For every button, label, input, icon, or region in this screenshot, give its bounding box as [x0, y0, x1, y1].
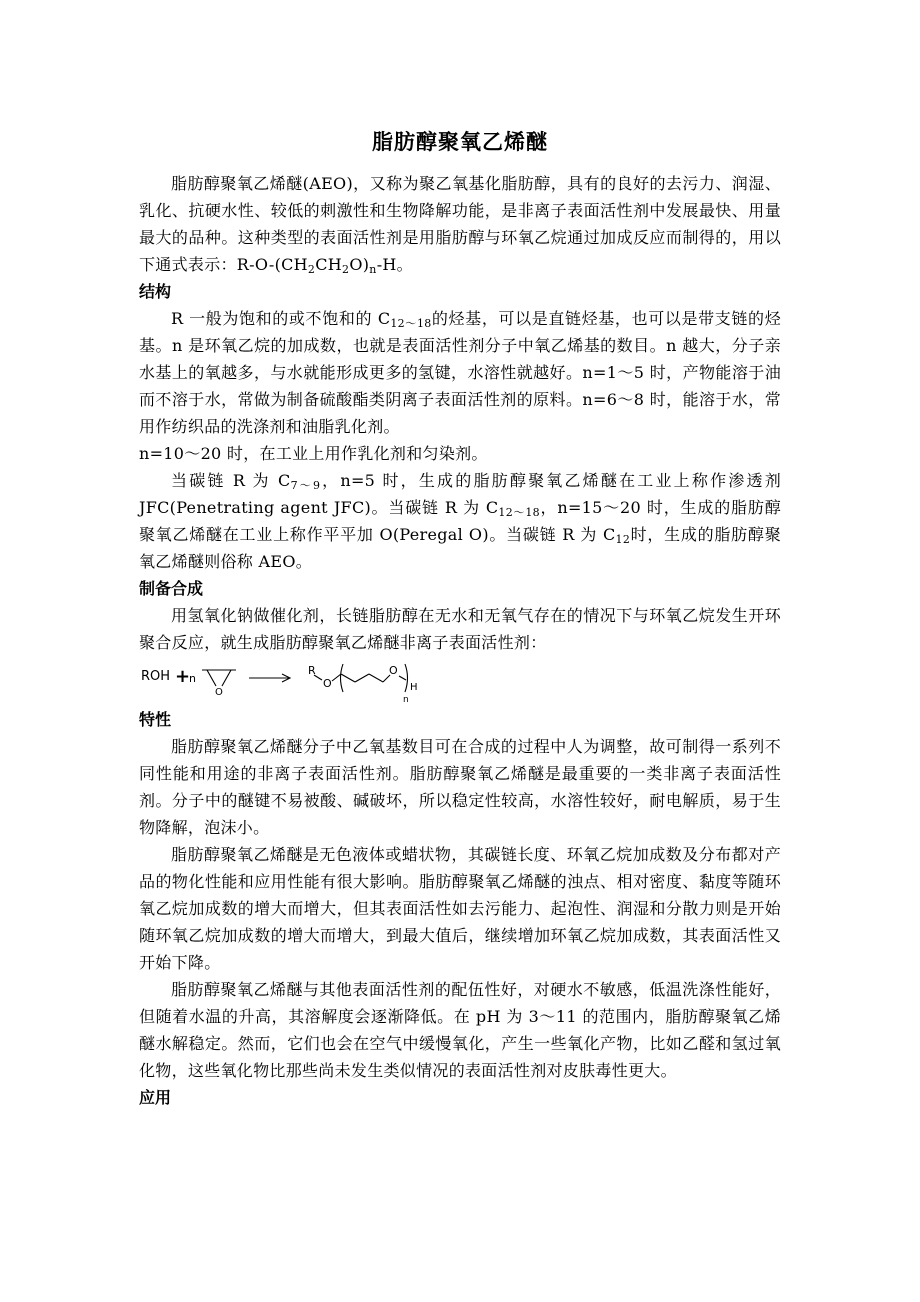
- bond-c-c-2: [355, 674, 369, 682]
- reaction-arrow: [249, 674, 290, 682]
- structure-paragraph-1: R 一般为饱和的或不饱和的 $C_{12\sim 18}$的烃基，可以是直链烃基，也可以是带支链的烃基。n 是环氧乙烷的加成数，也就是表面活性剂分子中氧乙烯基的数目。n 越大，分子亲水基上的氧越多，与水就能形成更多的氢键，水溶性就越好。n=1～5 时，产物能溶于油而不溶于水，常做为制备硫酸酯类阴离子表面活性剂的原料。n=6～8 时，能溶于水，常用作纺织品的洗涤剂和油脂乳化剂。: [139, 309, 781, 436]
- coefficient-n: n: [189, 672, 196, 685]
- repeat-subscript-n: n: [403, 695, 409, 704]
- section-heading-synthesis: 制备合成: [139, 579, 204, 598]
- structure-paragraph-2: 当碳链 R 为 $C_{7\sim 9}$，n=5 时，生成的脂肪醇聚氧乙烯醚在工业上称作渗透剂 JFC(Penetrating agent JFC)。当碳链 R 为 $C_{12\sim 18}$，n=15～20 时，生成的脂肪醇聚氧乙烯醚在工业上称作平平加 O(Peregal O)。当碳链 R 为 $C_{12}$时，生成的脂肪醇聚氧乙烯醚则俗称 AEO。: [139, 471, 781, 571]
- bracket-left: [341, 664, 344, 692]
- document-title: 脂肪醇聚氧乙烯醚: [372, 130, 548, 154]
- epoxide-ring: [202, 670, 236, 686]
- epoxide-bond-right: [222, 670, 231, 686]
- section-heading-structure: 结构: [139, 282, 172, 301]
- epoxide-oxygen: O: [215, 687, 223, 698]
- reaction-diagram: [139, 660, 439, 704]
- bracket-right: [405, 664, 408, 692]
- bond-r-o: [314, 675, 322, 680]
- product-hydrogen: H: [410, 682, 418, 693]
- properties-paragraph-1: 脂肪醇聚氧乙烯醚分子中乙氧基数目可在合成的过程中人为调整，故可制得一系列不同性能和用途的非离子表面活性剂。脂肪醇聚氧乙烯醚是最重要的一类非离子表面活性剂。分子中的醚键不易被酸、碱破坏，所以稳定性较高，水溶性较好，耐电解质，易于生物降解，泡沫小。: [139, 737, 781, 837]
- synthesis-paragraph: 用氢氧化钠做催化剂，长链脂肪醇在无水和无氧气存在的情况下与环氧乙烷发生开环聚合反应，就生成脂肪醇聚氧乙烯醚非离子表面活性剂：: [139, 606, 781, 652]
- plus-sign: +: [175, 666, 191, 687]
- intro-paragraph: 脂肪醇聚氧乙烯醚(AEO)，又称为聚乙氧基化脂肪醇，具有的良好的去污力、润湿、乳化、抗硬水性、较低的刺激性和生物降解功能，是非离子表面活性剂中发展最快、用量最大的品种。这种类型的表面活性剂是用脂肪醇与环氧乙烷通过加成反应而制得的，用以下通式表示：$R-O-(CH_2CH_2O)_n-H$。: [139, 174, 781, 276]
- properties-paragraph-2: 脂肪醇聚氧乙烯醚是无色液体或蜡状物，其碳链长度、环氧乙烷加成数及分布都对产品的物化性能和应用性能有很大影响。脂肪醇聚氧乙烯醚的浊点、相对密度、黏度等随环氧乙烷加成数的增大而增大，但其表面活性如去污能力、起泡性、润湿和分散力则是开始随环氧乙烷加成数的增大而增大，到最大值后，继续增加环氧乙烷加成数，其表面活性又开始下降。: [139, 845, 781, 972]
- reaction-scheme: [139, 660, 781, 704]
- section-heading-application: 应用: [139, 1088, 172, 1107]
- bond-c-c-3: [369, 674, 383, 682]
- properties-paragraph-3: 脂肪醇聚氧乙烯醚与其他表面活性剂的配伍性好，对硬水不敏感，低温洗涤性能好，但随着水温的升高，其溶解度会逐渐降低。在 pH 为 3～11 的范围内，脂肪醇聚氧乙烯醚水解稳定。然而，它们也会在空气中缓慢氧化，产生一些氧化产物，比如乙醛和氢过氧化物，这些氧化物比那些尚未发生类似情况的表面活性剂对皮肤毒性更大。: [139, 980, 781, 1080]
- reactant-roh: ROH: [141, 669, 171, 684]
- product-r-group: R: [308, 664, 316, 677]
- product-oxygen-1: O: [323, 677, 332, 690]
- epoxide-bond-left: [207, 670, 216, 686]
- bond-o-c: [332, 674, 341, 681]
- bond-o-end: [399, 676, 406, 680]
- section-heading-properties: 特性: [139, 710, 172, 729]
- bond-c-c-1: [341, 674, 355, 682]
- structure-paragraph-1-continued: n=10～20 时，在工业上用作乳化剂和匀染剂。: [139, 444, 488, 463]
- document-body: [139, 128, 781, 1111]
- product-oxygen-2: O: [389, 664, 398, 677]
